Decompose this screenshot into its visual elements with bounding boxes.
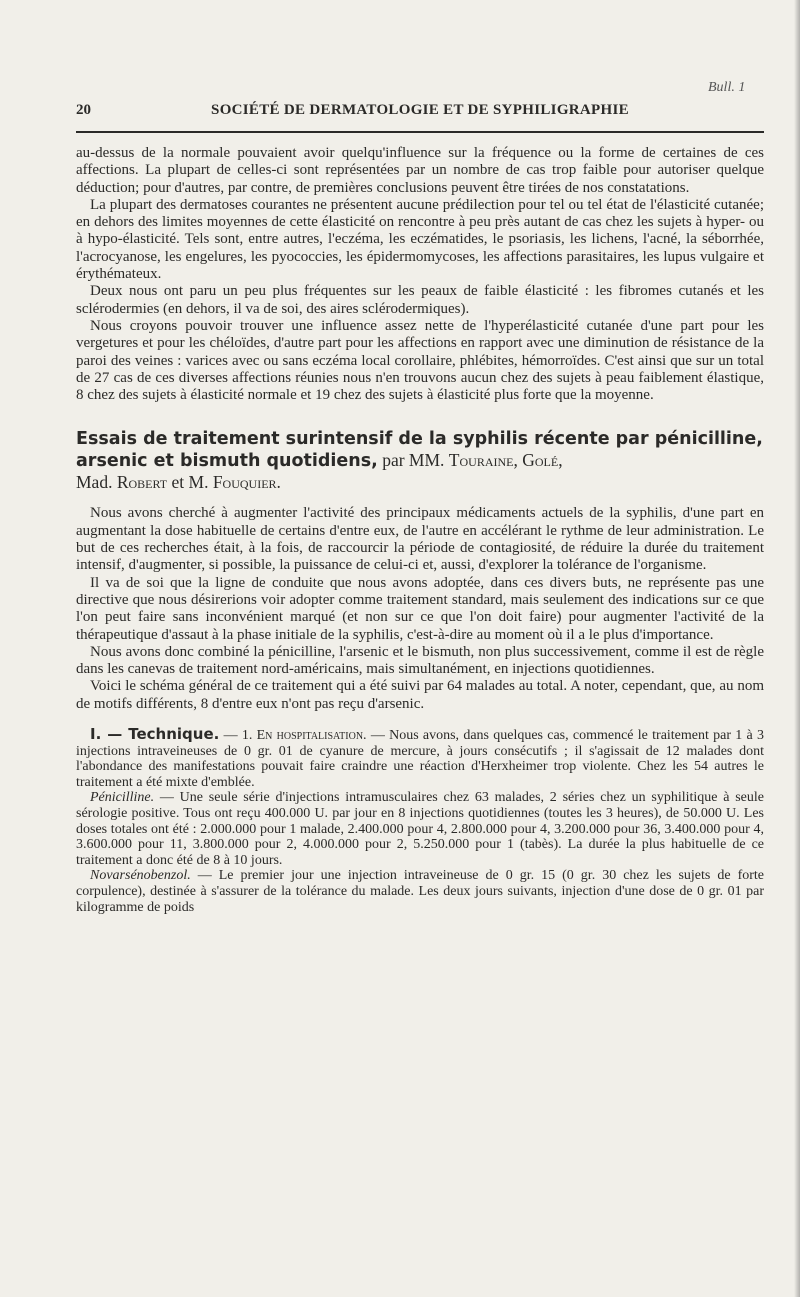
paragraph: Nous croyons pouvoir trouver une influence assez nette de l'hyperélasticité cutanée d'une part pour les vergetures et pour les chéloïdes, d'autre part pour les affections en rapport avec une diminution de résistance de la paroi des veines : varices avec ou sans eczéma local corollaire, phlébites, hémorroïdes. C'est ainsi que sur un total de 27 cas de ces diverses affections réunies nous n'en trouvons aucun chez des sujets à peau faiblement élastique, 8 chez des sujets à élasticité normale et 19 chez des sujets à élasticité plus forte que la moyenne. <box>76 317 764 404</box>
paragraph: Nous avons donc combiné la pénicilline, l'arsenic et le bismuth, non plus successivement, comme il est de règle dans les canevas de traitement nord-américains, mais simultanément, en injections quotidiennes. <box>76 643 764 678</box>
body-text <box>76 145 764 915</box>
penicilline-paragraph <box>76 790 764 868</box>
section-heading: I. — Technique. <box>90 725 220 744</box>
author-joiner: et M. <box>171 472 209 493</box>
technique-text: — Nous avons, dans quelques cas, commencé le traitement par 1 à 3 injections intraveineuses de 0 gr. 01 de cyanure de mercure, à jours consécutifs ; il s'agissait de 12 malades dont l'abondance des manifestations pouvait faire craindre une réaction d'Herxheimer trop violente. Chez les 54 autres le traitement a été mixte d'emblée. <box>76 728 765 790</box>
paragraph: Voici le schéma général de ce traitement qui a été suivi par 64 malades au total. A noter, cependant, que, au nom de motifs différents, 8 d'entre eux n'ont pas reçu d'arsenic. <box>76 678 764 712</box>
page-number: 20 <box>76 102 91 118</box>
penicilline-label: Pénicilline. <box>90 790 155 806</box>
author-robert: Robert <box>116 472 168 493</box>
author-fouquier: Fouquier. <box>212 472 281 493</box>
authors-prefix: par MM. <box>382 450 445 471</box>
technique-paragraph <box>76 727 764 790</box>
page-edge-shadow <box>794 0 800 1297</box>
page-header <box>76 100 764 124</box>
paragraph: La plupart des dermatoses courantes ne présentent aucune prédilection pour tel ou tel état de l'élasticité cutanée; en dehors des limites moyennes de cette élasticité on rencontre à peu près autant de cas chez les sujets à hyper- ou à hypo-élasticité. Tels sont, entre autres, l'eczéma, les eczématides, le psoriasis, les lichens, l'acné, la séborrhée, l'acrocyanose, les engelures, les pyococcies, les épidermomycoses, les affections parasitaires, les lupus vulgaire et érythémateux. <box>76 196 764 283</box>
paragraph: au-dessus de la normale pouvaient avoir quelqu'influence sur la fréquence ou la forme de certaines de ces affections. La plupart de celles-ci sont représentées par un nombre de cas trop faible pour autoriser quelque déduction; pour d'autres, par contre, de premières conclusions peuvent être tirées de nos constatations. <box>76 145 764 196</box>
novar-text: — Le premier jour une injection intraveineuse de 0 gr. 15 (0 gr. 30 chez les sujets de forte corpulence), destinée à s'assurer de la tolérance du malade. Les deux jours suivants, injection d'une dose de 0 gr. 01 par kilogramme de poids <box>76 868 764 915</box>
paragraph: Deux nous ont paru un peu plus fréquentes sur les peaux de faible élasticité : les fibromes cutanés et les sclérodermies (en dehors, il va de soi, des aires sclérodermiques). <box>76 283 764 317</box>
bulletin-corner-note: Bull. 1 <box>708 80 746 95</box>
novar-paragraph <box>76 868 764 915</box>
article-title <box>76 428 764 493</box>
authors: Touraine, Golé, <box>448 450 563 471</box>
subsection-heading: — 1. En hospitalisation. <box>223 728 367 744</box>
paragraph: Il va de soi que la ligne de conduite que nous avons adoptée, dans ces divers buts, ne représente pas une directive que nous désirerions voir adopter comme traitement standard, mais seulement des indications sur ce que l'on peut faire sans inconvénient marqué (et non sur ce que l'on doit faire) pour augmenter l'activité de la thérapeutique d'assaut à la phase initiale de la syphilis, c'est-à-dire au moment où il a le plus d'importance. <box>76 574 764 643</box>
author-title-1: Mad. <box>76 472 113 493</box>
running-title: SOCIÉTÉ DE DERMATOLOGIE ET DE SYPHILIGRAPHIE <box>211 102 629 118</box>
header-rule <box>76 131 764 133</box>
novar-label: Novarsénobenzol. <box>90 868 191 884</box>
paragraph: Nous avons cherché à augmenter l'activité des principaux médicaments actuels de la syphilis, d'une part en augmentant la dose habituelle de certains d'entre eux, de l'autre en accélérant le rythme de leur administration. Le but de ces recherches était, à la fois, de raccourcir la période de contagiosité, de réduire la durée du traitement intensif, d'augmenter, si possible, la puissance de celui-ci et, aussi, d'explorer la tolérance de l'organisme. <box>76 505 764 574</box>
article-title-text: Essais de traitement surintensif de la syphilis récente par pénicilline, arsenic et bismuth quotidiens, <box>76 429 763 472</box>
penicilline-text: — Une seule série d'injections intramusculaires chez 63 malades, 2 séries chez un syphilitique à seule sérologie positive. Tous ont reçu 400.000 U. par jour en 8 injections quotidiennes (toutes les 3 heures), de 50.000 U. Les doses totales ont été : 2.000.000 pour 1 malade, 2.400.000 pour 4, 2.800.000 pour 4, 3.200.000 pour 36, 3.400.000 pour 4, 3.600.000 pour 11, 3.800.000 pour 2, 4.000.000 pour 2, 5.250.000 pour 1 (tabès). La durée la plus habituelle de ce traitement a donc été de 8 à 10 jours. <box>76 790 764 868</box>
